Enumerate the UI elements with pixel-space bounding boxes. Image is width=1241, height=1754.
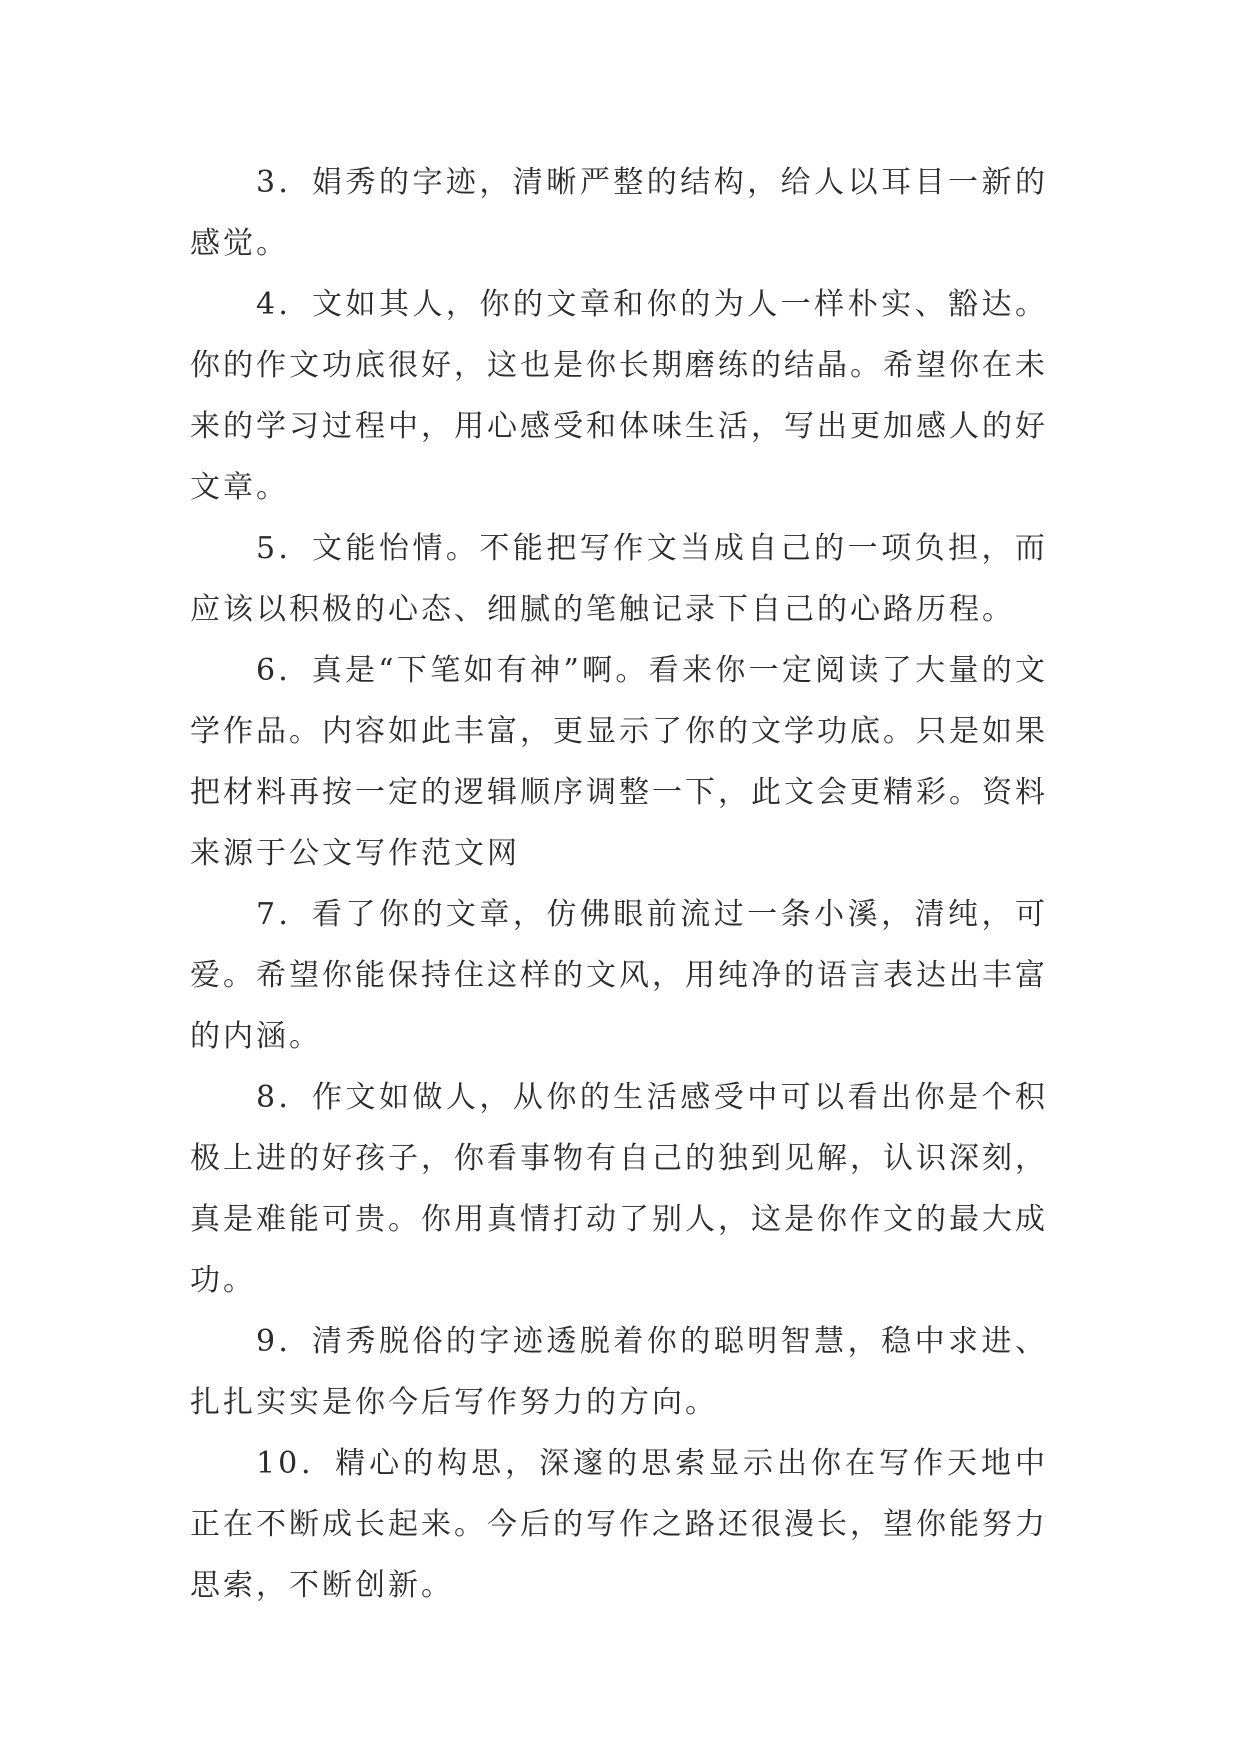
paragraph-3: 3．娟秀的字迹，清晰严整的结构，给人以耳目一新的感觉。 (190, 165, 1048, 261)
paragraph-5: 5．文能怡情。不能把写作文当成自己的一项负担，而应该以积极的心态、细腻的笔触记录下自己的心路历程。 (190, 531, 1048, 627)
paragraph-7: 7．看了你的文章，仿佛眼前流过一条小溪，清纯，可爱。希望你能保持住这样的文风，用纯净的语言表达出丰富的内涵。 (190, 897, 1048, 1054)
paragraph-9: 9．清秀脱俗的字迹透脱着你的聪明智慧，稳中求进、扎扎实实是你今后写作努力的方向。 (190, 1324, 1048, 1420)
paragraph-4: 4．文如其人，你的文章和你的为人一样朴实、豁达。你的作文功底很好，这也是你长期磨练的结晶。希望你在未来的学习过程中，用心感受和体味生活，写出更加感人的好文章。 (190, 287, 1048, 505)
paragraph-8: 8．作文如做人，从你的生活感受中可以看出你是个积极上进的好孩子，你看事物有自己的独到见解，认识深刻，真是难能可贵。你用真情打动了别人，这是你作文的最大成功。 (190, 1080, 1048, 1298)
document-body (190, 152, 1048, 1616)
paragraph-10: 10．精心的构思，深邃的思索显示出你在写作天地中正在不断成长起来。今后的写作之路还很漫长，望你能努力思索，不断创新。 (190, 1446, 1048, 1603)
paragraph-6: 6．真是“下笔如有神”啊。看来你一定阅读了大量的文学作品。内容如此丰富，更显示了你的文学功底。只是如果把材料再按一定的逻辑顺序调整一下，此文会更精彩。资料来源于公文写作范文网 (190, 653, 1048, 871)
